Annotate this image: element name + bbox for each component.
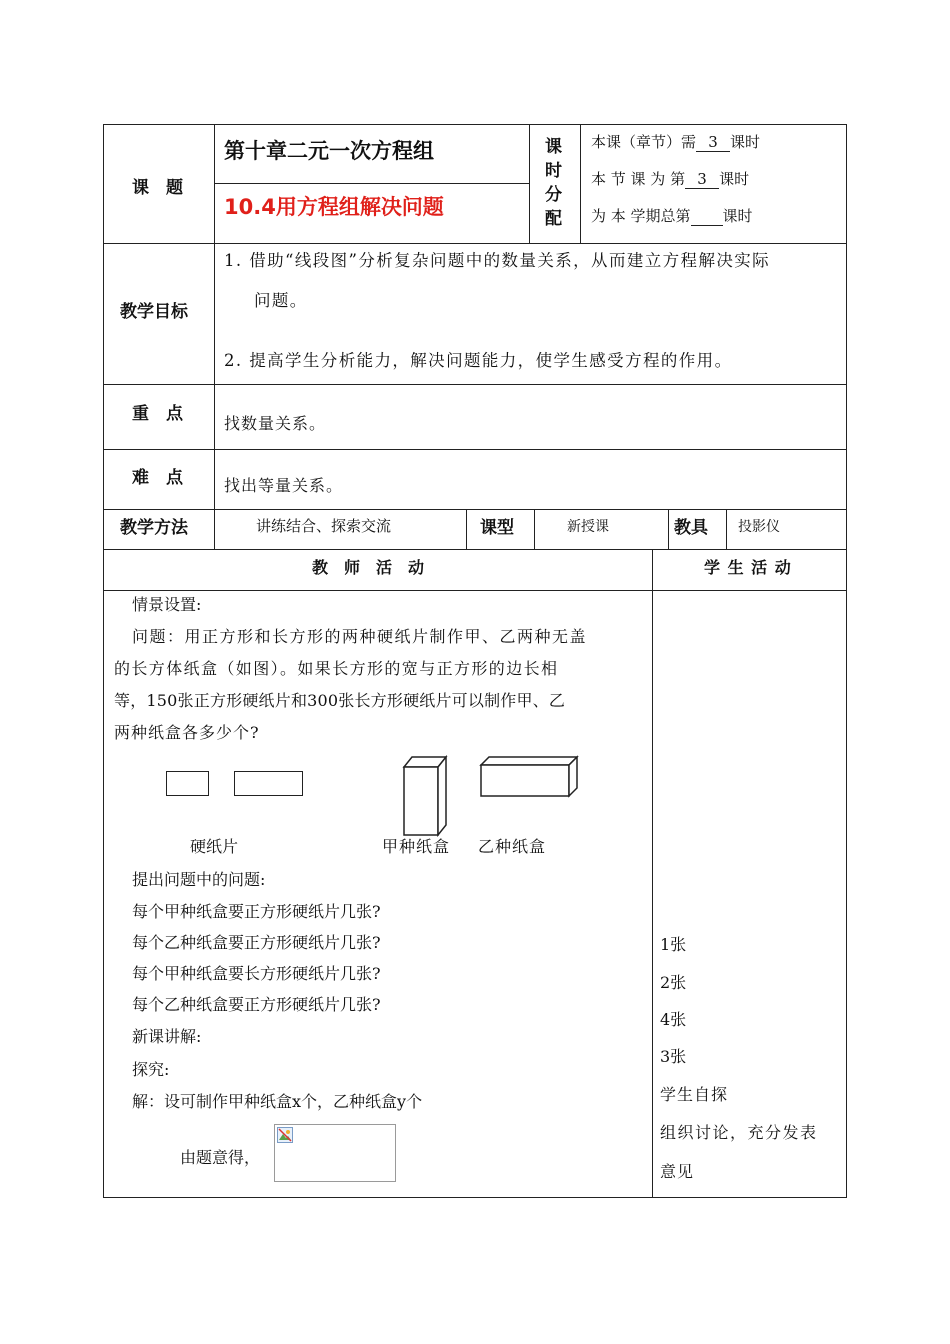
tool-value: 投影仪 xyxy=(738,519,780,535)
problem-line-2: 的长方体纸盒（如图）。如果长方形的宽与正方形的边长相 xyxy=(114,659,559,678)
teacher-activity-header: 教 师 活 动 xyxy=(312,558,425,577)
equation-image-placeholder xyxy=(274,1124,396,1182)
objectives-label: 教学目标 xyxy=(120,302,188,322)
answer-4: 3张 xyxy=(660,1047,687,1066)
alloc-line-3: 为 本 学期总第 课时 xyxy=(591,207,753,225)
answer-3: 4张 xyxy=(660,1010,687,1029)
method-value: 讲练结合、探索交流 xyxy=(256,517,392,535)
explore-heading: 探究: xyxy=(132,1060,170,1079)
question-3: 每个甲种纸盒要长方形硬纸片几张? xyxy=(132,964,381,983)
difficulty-label: 难 点 xyxy=(132,468,183,488)
label-column-divider xyxy=(214,125,215,549)
topic-label: 课 题 xyxy=(132,178,183,198)
objective-2: 2. 提高学生分析能力，解决问题能力，使学生感受方程的作用。 xyxy=(224,351,733,370)
row-divider xyxy=(104,384,846,385)
row-divider xyxy=(104,549,846,550)
tool-label: 教具 xyxy=(674,518,708,538)
chapter-title: 第十章二元一次方程组 xyxy=(224,139,434,163)
answer-1: 1张 xyxy=(660,935,687,954)
alloc-label: 课 时 分 配 xyxy=(545,137,562,229)
box-a-figure xyxy=(402,755,450,837)
problem-line-1: 问题：用正方形和长方形的两种硬纸片制作甲、乙两种无盖 xyxy=(132,627,588,646)
box-b-figure xyxy=(478,755,580,799)
by-problem-text: 由题意得， xyxy=(180,1148,261,1167)
type-value: 新授课 xyxy=(567,519,609,535)
square-card-shape xyxy=(166,771,209,796)
lesson-title: 10.4用方程组解决问题 xyxy=(224,195,444,219)
row-divider xyxy=(104,509,846,510)
alloc-divider xyxy=(529,125,530,243)
alloc-line-1: 本课（章节）需 3 课时 xyxy=(591,133,761,151)
cards-caption: 硬纸片 xyxy=(190,837,239,856)
new-lesson-heading: 新课讲解: xyxy=(132,1027,202,1046)
method-divider xyxy=(534,509,535,549)
difficulty-text: 找出等量关系。 xyxy=(224,476,344,495)
problem-line-4: 两种纸盒各多少个? xyxy=(114,723,260,742)
row-divider xyxy=(104,590,846,591)
broken-image-icon xyxy=(277,1127,293,1143)
objective-1: 1. 借助“线段图”分析复杂问题中的数量关系，从而建立方程解决实际 xyxy=(224,251,771,270)
activity-divider xyxy=(652,549,653,1197)
key-point-label: 重 点 xyxy=(132,404,183,424)
type-label: 课型 xyxy=(480,518,514,538)
method-divider xyxy=(668,509,669,549)
method-divider xyxy=(726,509,727,549)
lesson-plan-table xyxy=(103,124,847,1198)
student-activity-header: 学 生 活 动 xyxy=(704,558,792,577)
discuss-line-2: 意见 xyxy=(660,1162,695,1181)
row-divider xyxy=(104,243,846,244)
question-2: 每个乙种纸盒要正方形硬纸片几张? xyxy=(132,933,381,952)
discuss-line-1: 组织讨论，充分发表 xyxy=(660,1123,818,1142)
question-4: 每个乙种纸盒要正方形硬纸片几张? xyxy=(132,995,381,1014)
method-divider xyxy=(466,509,467,549)
rectangle-card-shape xyxy=(234,771,303,796)
alloc-value-1: 3 xyxy=(696,133,730,152)
ask-intro: 提出问题中的问题: xyxy=(132,870,266,889)
question-1: 每个甲种纸盒要正方形硬纸片几张? xyxy=(132,902,381,921)
box-b-caption: 乙种纸盒 xyxy=(478,837,547,856)
scenario-heading: 情景设置: xyxy=(132,595,202,614)
problem-line-3: 等，150张正方形硬纸片和300张长方形硬纸片可以制作甲、乙 xyxy=(114,691,566,710)
alloc-divider xyxy=(580,125,581,243)
row-divider xyxy=(104,449,846,450)
title-divider xyxy=(215,183,529,184)
objective-1-cont: 问题。 xyxy=(254,291,308,310)
solution-line: 解：设可制作甲种纸盒x个，乙种纸盒y个 xyxy=(132,1092,423,1111)
self-explore-text: 学生自探 xyxy=(660,1085,729,1104)
key-point-text: 找数量关系。 xyxy=(224,414,327,433)
box-a-caption: 甲种纸盒 xyxy=(382,837,451,856)
alloc-line-2: 本 节 课 为 第 3 课时 xyxy=(591,170,750,188)
alloc-value-2: 3 xyxy=(685,170,719,189)
answer-2: 2张 xyxy=(660,973,687,992)
alloc-value-3 xyxy=(691,207,723,226)
method-label: 教学方法 xyxy=(120,518,188,538)
